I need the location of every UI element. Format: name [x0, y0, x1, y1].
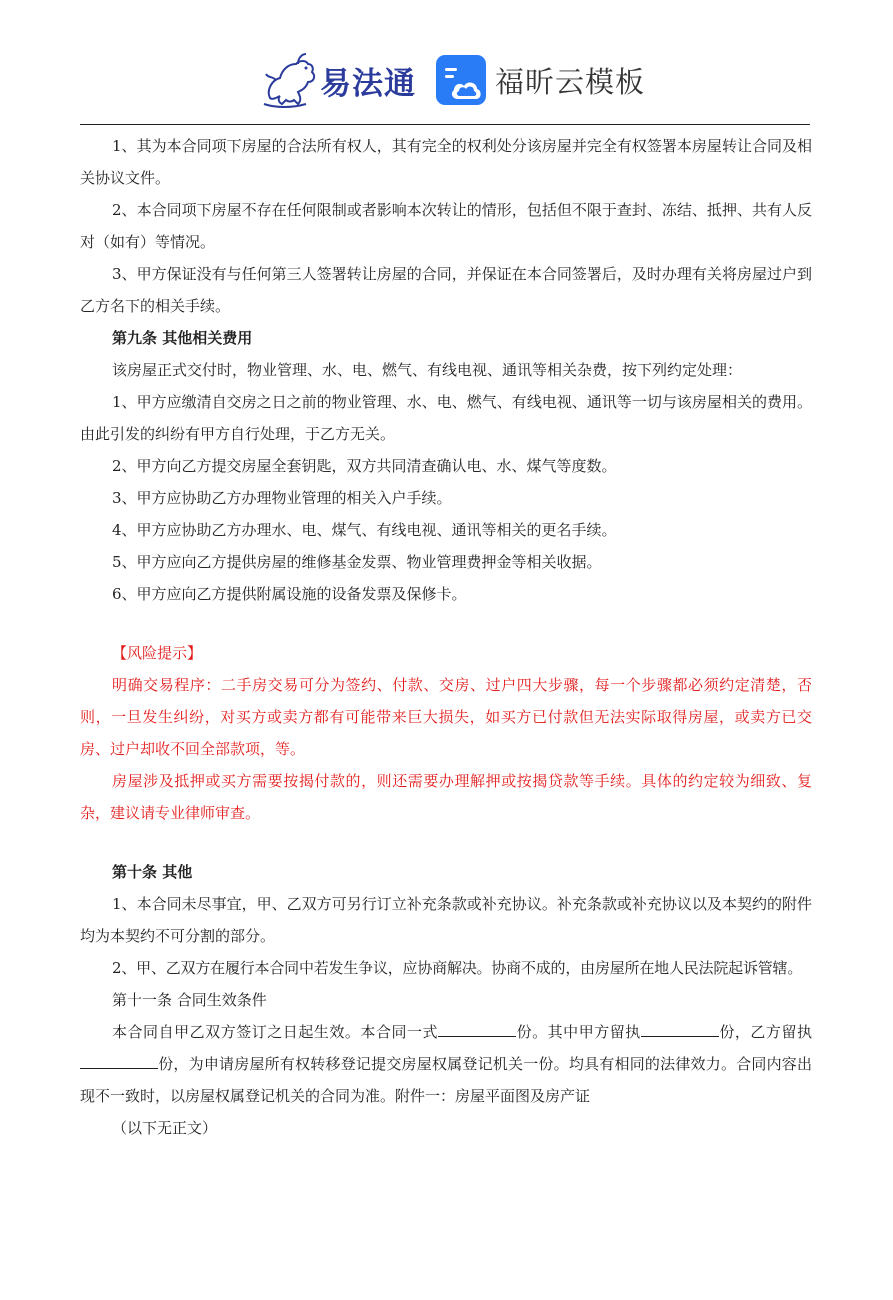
article-9-title: 第九条 其他相关费用	[112, 329, 253, 347]
list-item: 3、甲方应协助乙方办理物业管理的相关入户手续。	[112, 489, 452, 507]
list-item: 5、甲方应向乙方提供房屋的维修基金发票、物业管理费押金等相关收据。	[112, 553, 602, 571]
risk-warning-title: 【风险提示】	[112, 644, 203, 662]
paragraph: 该房屋正式交付时，物业管理、水、电、燃气、有线电视、通讯等相关杂费，按下列约定处理：	[112, 361, 743, 379]
paragraph: 3、甲方保证没有与任何第三人签署转让房屋的合同，并保证在本合同签署后，及时办理有关将房屋过户到乙方名下的相关手续。	[80, 265, 812, 315]
list-item: 2、甲方向乙方提交房屋全套钥匙，双方共同清查确认电、水、煤气等度数。	[112, 457, 617, 475]
list-item: 4、甲方应协助乙方办理水、电、煤气、有线电视、通讯等相关的更名手续。	[112, 521, 617, 539]
page-header	[0, 0, 893, 125]
party-a-copies-blank[interactable]	[641, 1018, 719, 1037]
party-b-copies-blank[interactable]	[80, 1050, 158, 1069]
cloud-doc-icon	[436, 55, 486, 105]
document-body	[80, 130, 812, 1144]
text-segment: 份，乙方留执	[718, 1023, 812, 1041]
article-10-title: 第十条 其他	[112, 863, 193, 881]
yifatong-logo-text: 易法通	[320, 66, 416, 102]
risk-paragraph: 房屋涉及抵押或买方需要按揭付款的，则还需要办理解押或按揭贷款等手续。具体的约定较为细致、复杂，建议请专业律师审查。	[80, 772, 812, 822]
spacer	[80, 610, 812, 637]
fuxin-logo-text: 福昕云模板	[495, 65, 646, 99]
paragraph: 1、其为本合同项下房屋的合法所有权人，其有完全的权利处分该房屋并完全有权签署本房屋转让合同及相关协议文件。	[80, 137, 812, 187]
text-segment: 份。其中甲方留执	[516, 1023, 641, 1041]
list-item: 1、甲方应缴清自交房之日之前的物业管理、水、电、燃气、有线电视、通讯等一切与该房屋相关的费用。由此引发的纠纷有甲方自行处理，于乙方无关。	[80, 393, 812, 443]
paragraph: 2、本合同项下房屋不存在任何限制或者影响本次转让的情形，包括但不限于查封、冻结、抵押、共有人反对（如有）等情况。	[80, 201, 812, 251]
text-segment: 份，为申请房屋所有权转移登记提交房屋权属登记机关一份。均具有相同的法律效力。合同内容出现不一致时，以房屋权属登记机关的合同为准。附件一：房屋平面图及房产证	[80, 1055, 812, 1105]
spacer	[80, 829, 812, 856]
paragraph: 2、甲、乙双方在履行本合同中若发生争议，应协商解决。协商不成的，由房屋所在地人民法院起诉管辖。	[112, 959, 803, 977]
header-divider	[80, 124, 810, 125]
yifatong-logo	[262, 50, 422, 110]
qilin-icon	[262, 50, 320, 110]
article-11-title: 第十一条 合同生效条件	[112, 991, 267, 1009]
end-note: （以下无正文）	[112, 1119, 218, 1137]
paragraph: 1、本合同未尽事宜，甲、乙双方可另行订立补充条款或补充协议。补充条款或补充协议以及本契约的附件均为本契约不可分割的部分。	[80, 895, 812, 945]
text-segment: 本合同自甲乙双方签订之日起生效。本合同一式	[112, 1023, 439, 1041]
effective-conditions-paragraph	[80, 1016, 812, 1112]
copies-total-blank[interactable]	[438, 1018, 516, 1037]
list-item: 6、甲方应向乙方提供附属设施的设备发票及保修卡。	[112, 585, 467, 603]
risk-paragraph: 明确交易程序：二手房交易可分为签约、付款、交房、过户四大步骤，每一个步骤都必须约定清楚，否则，一旦发生纠纷，对买方或卖方都有可能带来巨大损失，如买方已付款但无法实际取得房屋，或卖方已交房、过户却收不回全部款项，等。	[80, 676, 812, 758]
